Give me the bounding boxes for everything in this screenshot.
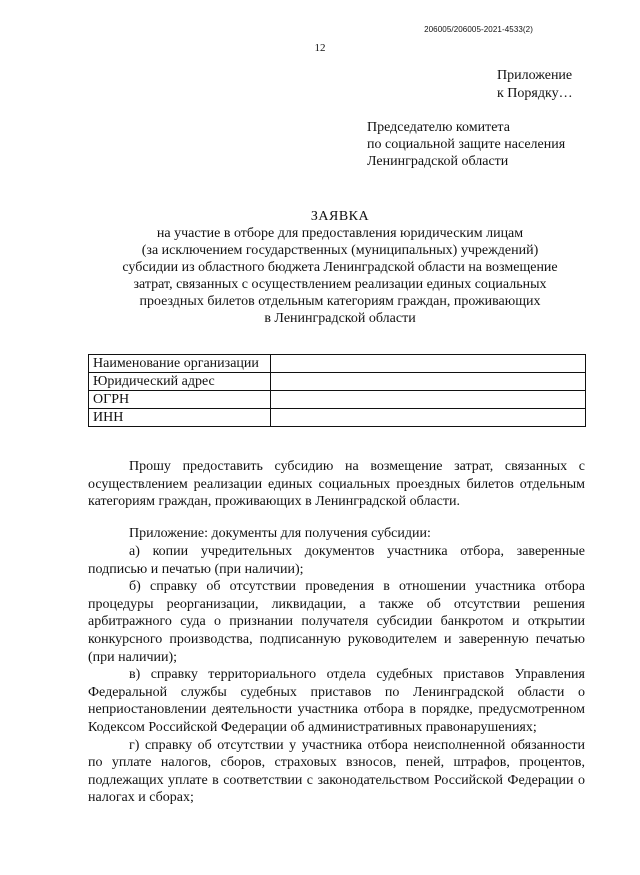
title-line: на участие в отборе для предоставления юридическим лицам xyxy=(156,226,524,241)
appendix-line: к Порядку… xyxy=(497,86,573,101)
request-paragraph: Прошу предоставить субсидию на возмещение затрат, связанных с осуществлением реализации единых социальных проездных билетов отдельным категориям граждан, проживающих в Ленинградской области. xyxy=(88,459,585,510)
table-row xyxy=(89,409,586,427)
addressee-line: Председателю комитета xyxy=(367,120,510,135)
list-item: а) копии учредительных документов участника отбора, заверенные подписью и печатью (при наличии); xyxy=(88,544,585,577)
table-label-cell: ИНН xyxy=(89,409,271,427)
appendix-line: Приложение xyxy=(497,68,573,83)
table-value-cell xyxy=(271,391,586,409)
organization-info-table xyxy=(88,354,586,427)
attachments-list xyxy=(88,543,585,807)
title-line: затрат, связанных с осуществлением реализации единых социальных xyxy=(133,277,547,292)
table-label-cell: Юридический адрес xyxy=(89,373,271,391)
document-id: 206005/206005-2021-4533(2) xyxy=(424,25,533,34)
document-title xyxy=(60,208,620,327)
page-number: 12 xyxy=(314,42,326,54)
title-line: субсидии из областного бюджета Ленинградской области на возмещение xyxy=(122,260,558,275)
appendix-note xyxy=(497,67,573,103)
addressee-line: Ленинградской области xyxy=(367,154,509,169)
table-value-cell xyxy=(271,409,586,427)
title-line: (за исключением государственных (муниципальных) учреждений) xyxy=(141,243,539,258)
title-line: проездных билетов отдельным категориям граждан, проживающих xyxy=(139,294,541,309)
table-value-cell xyxy=(271,355,586,373)
title-line: в Ленинградской области xyxy=(264,311,416,326)
table-label-cell: Наименование организации xyxy=(89,355,271,373)
list-item: б) справку об отсутствии проведения в отношении участника отбора процедуры реорганизации, ликвидации, а также об отсутствии решения арбитражного суда о признании получателя субсидии банкротом и открытии конкурсного производства, подписанную руководителем и заверенную печатью (при наличии); xyxy=(88,579,585,665)
table-row xyxy=(89,391,586,409)
table-value-cell xyxy=(271,373,586,391)
title-heading: ЗАЯВКА xyxy=(310,209,370,224)
table-row xyxy=(89,355,586,373)
list-item: в) справку территориального отдела судебных приставов Управления Федеральной службы судебных приставов по Ленинградской области о неприостановлении деятельности участника отбора в порядке, предусмотренном Кодексом Российской Федерации об административных правонарушениях; xyxy=(88,667,585,735)
addressee-block xyxy=(367,119,565,170)
attachments-intro: Приложение: документы для получения субсидии: xyxy=(129,526,431,541)
addressee-line: по социальной защите населения xyxy=(367,137,566,152)
table-row xyxy=(89,373,586,391)
table-label-cell: ОГРН xyxy=(89,391,271,409)
list-item: г) справку об отсутствии у участника отбора неисполненной обязанности по уплате налогов, сборов, страховых взносов, пеней, штрафов, процентов, подлежащих уплате в соответствии с законодательством Российской Федерации о налогах и сборах; xyxy=(88,737,585,806)
